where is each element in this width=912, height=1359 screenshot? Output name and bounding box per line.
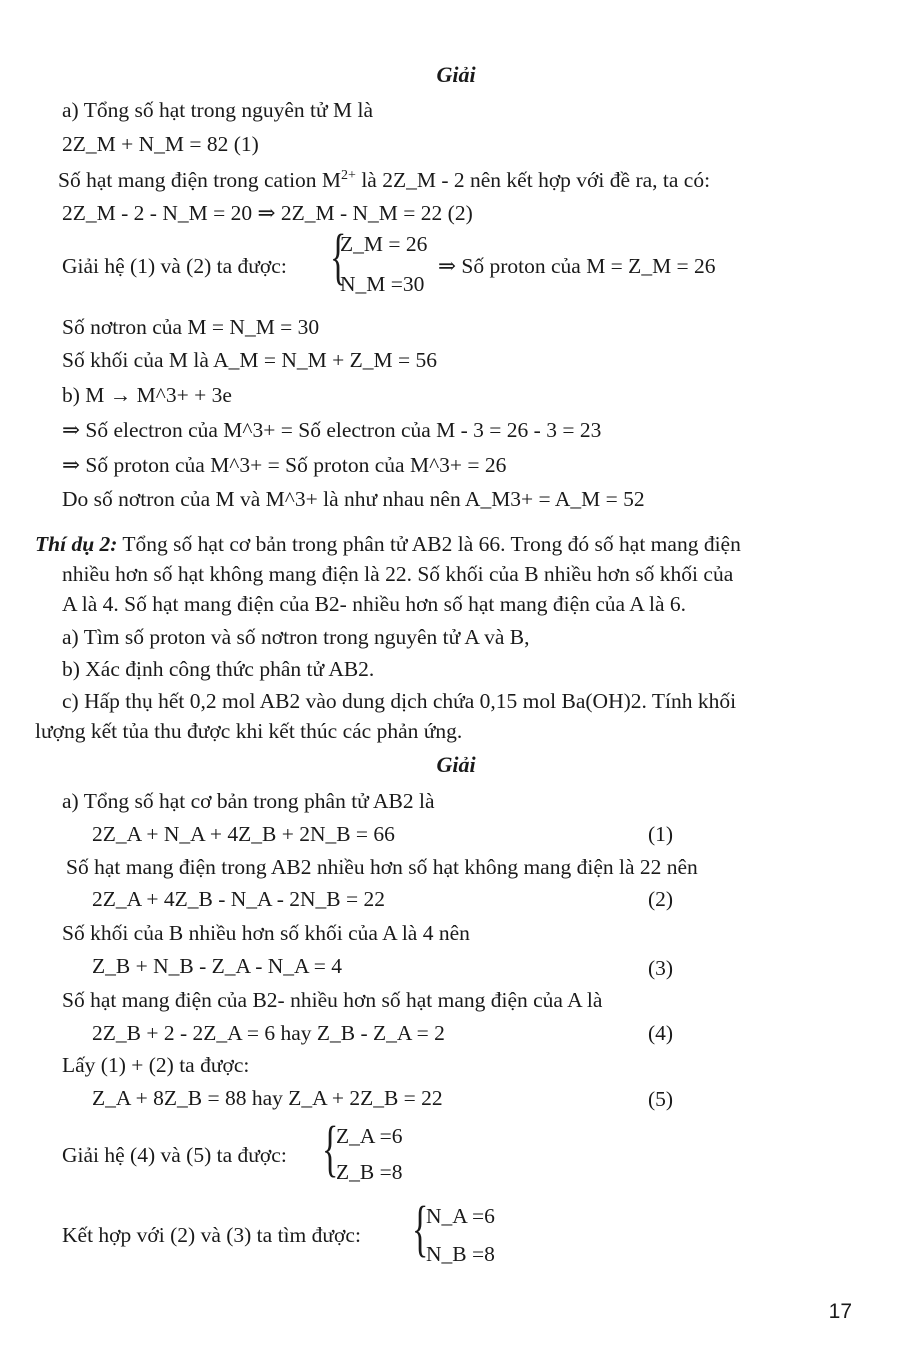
sol-eq4-number: (4) [648, 1021, 674, 1045]
example-2-line2: nhiều hơn số hạt không mang điện là 22. Số khối của B nhiều hơn số khối của [62, 562, 734, 586]
sol-eq2: 2Z_A + 4Z_B - N_A - 2N_B = 22 [92, 887, 386, 911]
system1-after: ⇒ Số proton của M = Z_M = 26 [438, 254, 716, 278]
heading-giai-1: Giải [436, 62, 476, 87]
system1-top: Z_M = 26 [340, 232, 428, 256]
equation-2: 2Z_M - 2 - N_M = 20 ⇒ 2Z_M - N_M = 22 (2) [62, 201, 473, 225]
sol-line5: Lấy (1) + (2) ta được: [62, 1053, 250, 1077]
question-c-line2: lượng kết tủa thu được khi kết thúc các phản ứng. [35, 719, 463, 743]
example-2-label: Thí dụ 2: [35, 532, 118, 556]
brace-1: { [330, 223, 347, 291]
cation-line [58, 163, 710, 193]
neutron-M: Số nơtron của M = N_M = 30 [62, 315, 320, 339]
heading-giai-2: Giải [436, 752, 476, 777]
system3-label: Kết hợp với (2) và (3) ta tìm được: [62, 1223, 361, 1247]
mass-M: Số khối của M là A_M = N_M + Z_M = 56 [62, 348, 438, 372]
sol-eq1-number: (1) [648, 822, 674, 846]
part-b-equation: b) M → M^3+ + 3e [62, 383, 232, 407]
electron-line: ⇒ Số electron của M^3+ = Số electron của M - 3 = 26 - 3 = 23 [62, 418, 602, 442]
part-a-intro: a) Tổng số hạt trong nguyên tử M là [62, 98, 374, 122]
sol-eq5: Z_A + 8Z_B = 88 hay Z_A + 2Z_B = 22 [92, 1086, 443, 1110]
system2-top: Z_A =6 [336, 1124, 403, 1148]
sol-line2: Số hạt mang điện trong AB2 nhiều hơn số hạt không mang điện là 22 nên [66, 855, 698, 879]
brace-3: { [412, 1195, 429, 1263]
cation-post: là 2Z_M - 2 nên kết hợp với đề ra, ta có: [355, 168, 711, 192]
system3-top: N_A =6 [426, 1204, 495, 1228]
sol-eq3-number: (3) [648, 956, 674, 980]
sol-line4: Số hạt mang điện của B2- nhiều hơn số hạt mang điện của A là [62, 988, 603, 1012]
sol-eq2-number: (2) [648, 887, 674, 911]
sol-eq1: 2Z_A + N_A + 4Z_B + 2N_B = 66 [92, 822, 395, 846]
proton-line: ⇒ Số proton của M^3+ = Số proton của M^3+ = 26 [62, 453, 507, 477]
sol-line3: Số khối của B nhiều hơn số khối của A là 4 nên [62, 921, 470, 945]
sol-eq3: Z_B + N_B - Z_A - N_A = 4 [92, 954, 343, 978]
eq1-text: 2Z_M + N_M = 82 (1) [62, 132, 259, 156]
system2-label: Giải hệ (4) và (5) ta được: [62, 1143, 287, 1167]
system1-bottom: N_M =30 [340, 272, 425, 296]
neutron-equal-line: Do số nơtron của M và M^3+ là như nhau nên A_M3+ = A_M = 52 [62, 487, 645, 511]
system2-bottom: Z_B =8 [336, 1160, 403, 1184]
question-a: a) Tìm số proton và số nơtron trong nguyên tử A và B, [62, 625, 530, 649]
sol-eq4: 2Z_B + 2 - 2Z_A = 6 hay Z_B - Z_A = 2 [92, 1021, 445, 1045]
system3-bottom: N_B =8 [426, 1242, 495, 1266]
example-2-line3: A là 4. Số hạt mang điện của B2- nhiều hơn số hạt mang điện của A là 6. [62, 592, 687, 616]
question-c-line1: c) Hấp thụ hết 0,2 mol AB2 vào dung dịch chứa 0,15 mol Ba(OH)2. Tính khối [62, 689, 737, 713]
brace-2: { [322, 1115, 339, 1183]
sol-a-intro: a) Tổng số hạt cơ bản trong phân tử AB2 là [62, 789, 435, 813]
question-b: b) Xác định công thức phân tử AB2. [62, 657, 375, 681]
page-number: 17 [828, 1300, 852, 1323]
example-2-line1 [35, 531, 741, 557]
sol-eq5-number: (5) [648, 1087, 674, 1111]
system1-label: Giải hệ (1) và (2) ta được: [62, 254, 287, 278]
cation-pre: Số hạt mang điện trong cation M [58, 168, 342, 192]
example-2-text1: Tổng số hạt cơ bản trong phân tử AB2 là 66. Trong đó số hạt mang điện [117, 532, 741, 556]
equation-1 [62, 131, 259, 157]
cation-sup: 2+ [341, 168, 356, 183]
